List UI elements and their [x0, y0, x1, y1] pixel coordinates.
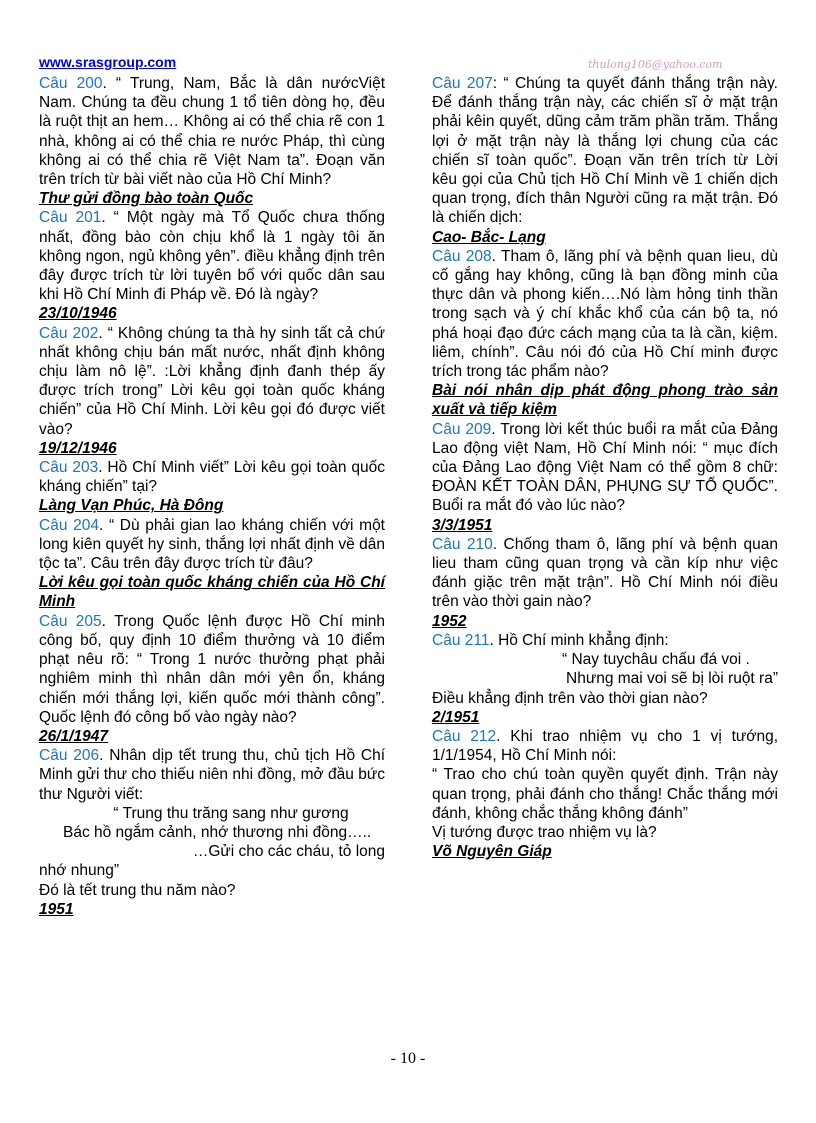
question-212: [432, 727, 778, 765]
question-200: [39, 74, 385, 189]
question-text: . Hồ Chí Minh viết” Lời kêu gọi toàn quốc kháng chiến” tại?: [39, 459, 385, 496]
answer-201: 23/10/1946: [39, 305, 117, 323]
website-link[interactable]: www.srasgroup.com: [39, 54, 177, 70]
answer-200: Thư gửi đồng bào toàn Quốc: [39, 190, 254, 208]
question-label: Câu 204: [39, 516, 99, 534]
right-column: [432, 74, 778, 861]
answer-210: 1952: [432, 612, 467, 630]
question-text: . “ Dù phải gian lao kháng chiến với một long kiên quyết hy sinh, thắng lợi nhất định về dân tộc ta”. Câu trên đây được trích từ đâu?: [39, 516, 385, 573]
question-text: . Chống tham ô, lãng phí và bệnh quan lieu tham cũng quan trọng và cần kíp như việc đánh giặc trên mặt trận”. Hồ Chí Minh nói điều trên vào thời gain nào?: [432, 535, 778, 611]
answer-208: Bài nói nhân dịp phát động phong trào sản xuất và tiếp kiệm: [432, 382, 778, 419]
email-watermark: thulong106@yahoo.com: [588, 58, 723, 71]
answer-204: Lời kêu gọi toàn quốc kháng chiến của Hồ Chí Minh: [39, 574, 385, 611]
poem-line: …Gửi cho các cháu, tỏ long: [192, 843, 385, 861]
question-label: Câu 212: [432, 727, 497, 745]
answer-211: 2/1951: [432, 708, 480, 726]
question-label: Câu 202: [39, 324, 99, 342]
quote-text: “ Trao cho chú toàn quyền quyết định. Trận này quan trọng, phải đánh cho thắng! Chắc thắng mới đánh, không chắc thắng không đánh”: [432, 766, 778, 822]
page-number: - 10 -: [390, 1050, 426, 1067]
question-201: [39, 208, 385, 304]
question-text: . Trong lời kết thúc buổi ra mắt của Đảng Lao động việt Nam, Hồ Chí Minh nói: “ mục đích của Đảng Lao động Việt Nam có thể gồm 8 chữ: ĐOÀN KẾT TOÀN DÂN, PHỤNG SỰ TỔ QUỐC”. Buổi ra mắt đó vào lúc nào?: [432, 420, 778, 515]
question-text: . Tham ô, lãng phí và bệnh quan lieu, dù cố gắng hay không, cũng là bạn đồng minh của thực dân và phong kiến….Nó làm hỏng tinh thần trong sạch và ý chí khắc khổ của cán bộ ta, nó phá hoại đạo đức cách mạng của ta là cần, kiệm. liêm, chính”. Câu nói đó của Hồ Chí minh được trích trong tác phẩm nào?: [432, 247, 778, 381]
question-label: Câu 203: [39, 459, 99, 477]
question-label: Câu 210: [432, 535, 493, 553]
answer-209: 3/3/1951: [432, 516, 493, 534]
poem-line: “ Nay tuychâu chấu đá voi .: [562, 651, 750, 669]
question-204: [39, 516, 385, 574]
question-206: [39, 746, 385, 804]
answer-203: Làng Vạn Phúc, Hà Đông: [39, 497, 224, 515]
poem-line: Bác hồ ngắm cảnh, nhớ thương nhi đồng…..: [63, 823, 372, 841]
poem-line: “ Trung thu trăng sang như gương: [113, 804, 349, 822]
answer-206: 1951: [39, 900, 74, 918]
question-label: Câu 209: [432, 420, 492, 438]
question-text: . Nhân dịp tết trung thu, chủ tịch Hồ Chí Minh gửi thư cho thiếu niên nhi đồng, mở đầu bức thư Người viết:: [39, 747, 386, 803]
question-label: Câu 206: [39, 747, 100, 765]
question-211: [432, 631, 778, 650]
question-text: . Khi trao nhiệm vụ cho 1 vị tướng, 1/1/1954, Hồ Chí Minh nói:: [432, 727, 779, 765]
question-label: Câu 208: [432, 247, 492, 265]
left-column: [39, 74, 385, 919]
question-209: [432, 420, 778, 516]
question-text: : “ Chúng ta quyết đánh thắng trận này. Để đánh thắng trận này, các chiến sĩ ở mặt trận phải kêin quyết, dũng cảm trăm phần trăm. Thắng lợi ở mặt trận này là thắng lợi chung của các chiến sĩ toàn quốc”. Đoạn văn trên trích từ Lời kêu gọi của Chủ tịch Hồ Chí Minh về 1 chiến dịch quan trọng, đích thân Người cũng ra mặt trận. Đó là chiến dịch:: [432, 75, 778, 227]
poem-line: Nhưng mai voi sẽ bị lòi ruột ra”: [566, 670, 778, 688]
question-label: Câu 205: [39, 612, 102, 630]
question-text: . Trong Quốc lệnh được Hồ Chí minh công bố, quy định 10 điểm thưởng và 10 điểm phạt nêu rõ: “ Trong 1 nước thưởng phạt phải nghiêm minh thì nhân dân mới yên ổn, kháng chiến mới thắng lợi, kiến quốc mới thành công”. Quốc lệnh đó công bố vào ngày nào?: [39, 612, 385, 726]
question-label: Câu 207: [432, 75, 493, 92]
answer-207: Cao- Bắc- Lạng: [432, 228, 546, 246]
question-208: [432, 247, 778, 381]
question-text: Vị tướng được trao nhiệm vụ là?: [432, 823, 657, 841]
question-203: [39, 458, 385, 496]
question-text: . “ Trung, Nam, Bắc là dân nướcViệt Nam. Chúng ta đều chung 1 tổ tiên dòng họ, đều là ruột thịt an hem… Không ai có thể chia rẽ con 1 nhà, không ai có thể chia re nước Pháp, thì cùng không ai có thể chia rẽ Việt Nam ta”. Đoạn văn trên trích từ bài viết nào của Hồ Chí Minh?: [39, 75, 386, 189]
question-text: Đó là tết trung thu năm nào?: [39, 881, 236, 899]
question-205: [39, 612, 385, 727]
answer-202: 19/12/1946: [39, 439, 117, 457]
question-label: Câu 211: [432, 631, 490, 649]
answer-205: 26/1/1947: [39, 727, 108, 745]
question-210: [432, 535, 778, 612]
answer-212: Võ Nguyên Giáp: [432, 843, 552, 861]
question-202: [39, 324, 385, 439]
question-text: . Hồ Chí minh khẳng định:: [489, 631, 669, 649]
question-text: Điều khẳng định trên vào thời gian nào?: [432, 689, 708, 707]
question-text: . “ Không chúng ta thà hy sinh tất cả chứ nhất không chịu bán mất nước, nhất định không chịu làm nô lệ”. :Lời khẳng định đanh thép ấy được trích trong” Lời kêu gọi toàn quốc kháng chiến” của Hồ Chí Minh. Lời kêu gọi đó được viết vào?: [39, 324, 386, 438]
question-text: . “ Một ngày mà Tổ Quốc chưa thống nhất, đồng bào còn chịu khổ là 1 ngày tôi ăn không ngon, ngủ không yên”. điều khẳng định trên đây được trích từ lời tuyên bố với quốc dân sau khi Hồ Chí Minh đi Pháp về. Đó là ngày?: [39, 209, 385, 304]
question-label: Câu 201: [39, 209, 102, 227]
question-207: [432, 74, 778, 228]
poem-line: nhớ nhung”: [39, 862, 119, 880]
question-label: Câu 200: [39, 75, 103, 92]
